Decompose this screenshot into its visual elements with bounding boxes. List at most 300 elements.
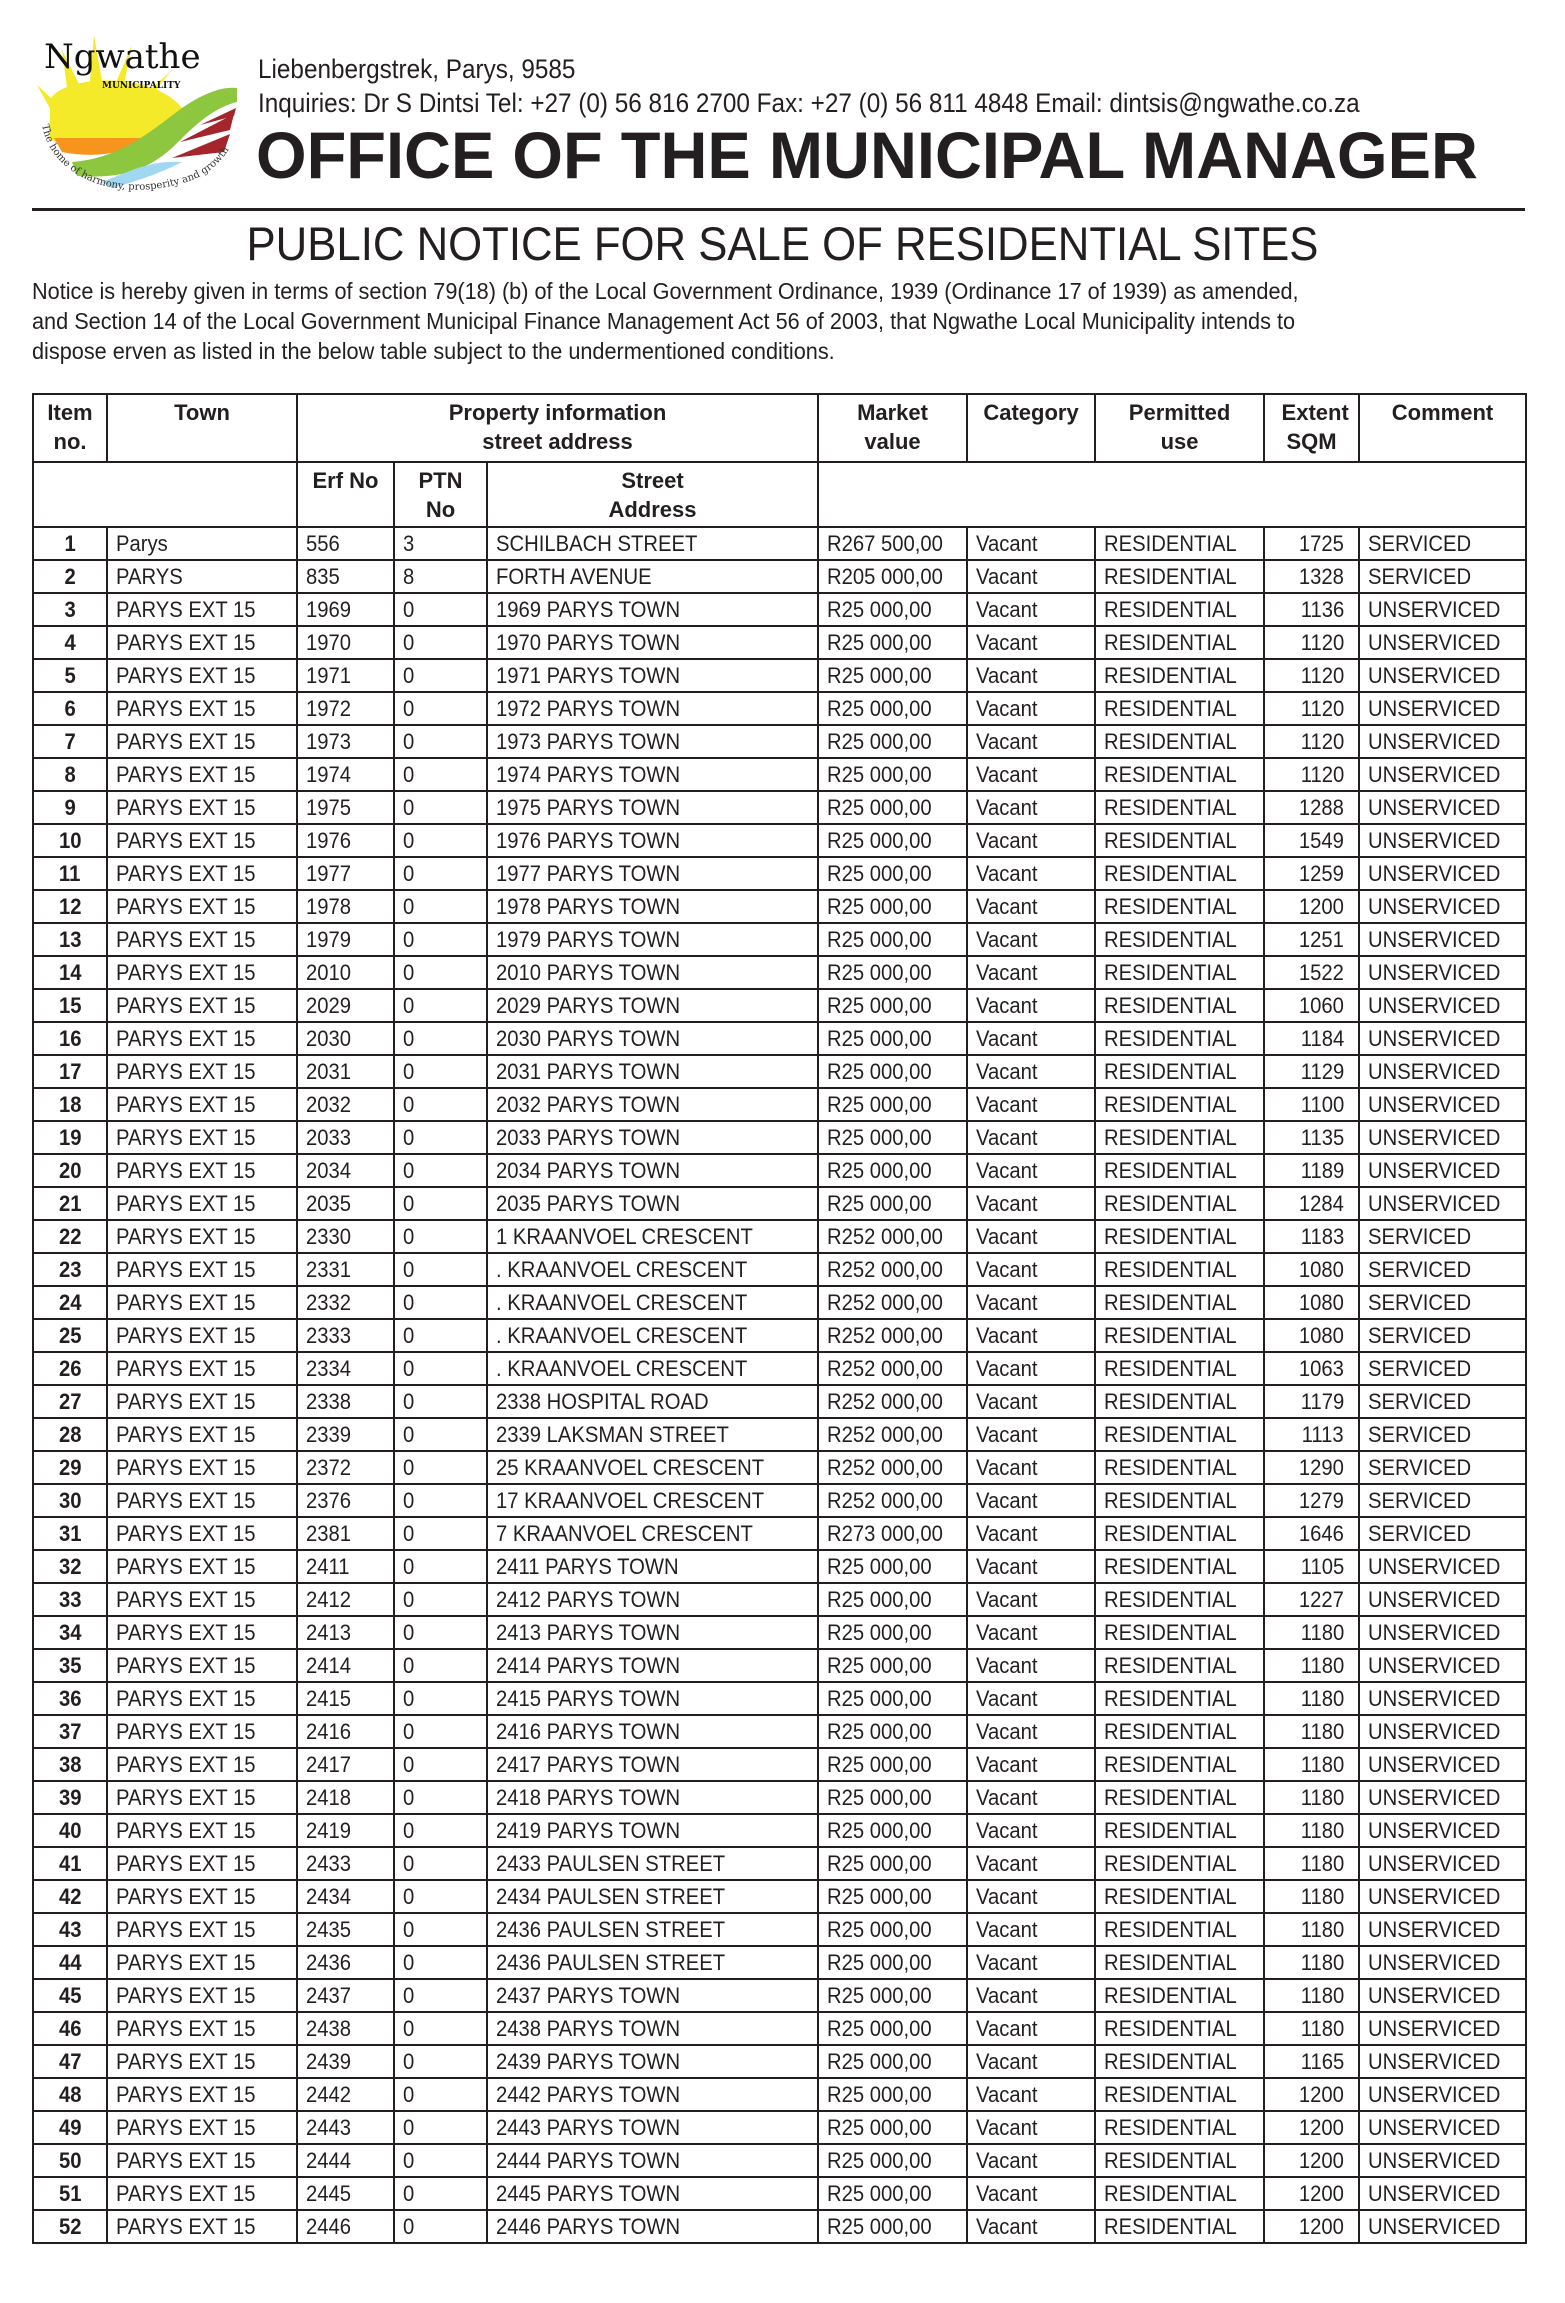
cell-erf-no <box>297 1847 394 1880</box>
table-row <box>33 560 1526 593</box>
cell-item-no <box>33 1022 107 1055</box>
table-row <box>33 923 1526 956</box>
cell-comment <box>1359 1913 1526 1946</box>
header-divider <box>32 208 1525 211</box>
category-value: Vacant <box>976 1422 1038 1447</box>
cell-permitted-use <box>1095 1616 1264 1649</box>
market-value-value: R25 000,00 <box>827 1587 932 1612</box>
extent-sqm-value: 1120 <box>1300 663 1345 688</box>
town-value: PARYS EXT 15 <box>116 1851 256 1876</box>
ptn-no-value: 0 <box>403 1818 415 1843</box>
cell-item-no <box>33 1220 107 1253</box>
extent-sqm-value: 1080 <box>1298 1257 1345 1282</box>
category-value: Vacant <box>976 1356 1038 1381</box>
cell-street-address <box>487 1451 818 1484</box>
permitted-use-value: RESIDENTIAL <box>1104 1983 1237 2008</box>
erf-no-value: 2331 <box>306 1257 352 1282</box>
town-value: PARYS EXT 15 <box>116 1455 256 1480</box>
cell-category <box>967 692 1095 725</box>
cell-extent-sqm <box>1264 1847 1359 1880</box>
table-row <box>33 1847 1526 1880</box>
category-value: Vacant <box>976 1224 1038 1249</box>
cell-street-address <box>487 2012 818 2045</box>
cell-comment <box>1359 989 1526 1022</box>
cell-town <box>107 1253 297 1286</box>
cell-erf-no <box>297 1946 394 1979</box>
cell-extent-sqm <box>1264 725 1359 758</box>
cell-item-no <box>33 1880 107 1913</box>
table-row <box>33 956 1526 989</box>
cell-ptn-no <box>394 1187 487 1220</box>
cell-permitted-use <box>1095 1319 1264 1352</box>
header-street-address: Street Address <box>487 462 818 527</box>
comment-value: UNSERVICED <box>1368 1059 1501 1084</box>
comment-value: SERVICED <box>1368 564 1472 589</box>
cell-extent-sqm <box>1264 560 1359 593</box>
cell-market-value <box>818 1715 967 1748</box>
table-row <box>33 1022 1526 1055</box>
erf-no-value: 1970 <box>306 630 352 655</box>
market-value-value: R25 000,00 <box>827 1092 932 1117</box>
permitted-use-value: RESIDENTIAL <box>1104 861 1237 886</box>
comment-value: UNSERVICED <box>1368 2181 1501 2206</box>
cell-permitted-use <box>1095 1583 1264 1616</box>
erf-no-value: 1975 <box>306 795 352 820</box>
cell-town <box>107 692 297 725</box>
table-row <box>33 1583 1526 1616</box>
erf-no-value: 2034 <box>306 1158 352 1183</box>
cell-category <box>967 1352 1095 1385</box>
erf-no-value: 2339 <box>306 1422 352 1447</box>
cell-ptn-no <box>394 2111 487 2144</box>
ngwathe-municipality-logo <box>32 30 242 202</box>
cell-category <box>967 560 1095 593</box>
cell-market-value <box>818 1682 967 1715</box>
cell-town <box>107 1880 297 1913</box>
cell-ptn-no <box>394 2078 487 2111</box>
item-no-value: 31 <box>58 1521 82 1546</box>
cell-erf-no <box>297 1253 394 1286</box>
ptn-no-value: 0 <box>403 960 415 985</box>
cell-erf-no <box>297 1649 394 1682</box>
permitted-use-value: RESIDENTIAL <box>1104 993 1237 1018</box>
extent-sqm-value: 1180 <box>1300 1752 1345 1777</box>
cell-ptn-no <box>394 1814 487 1847</box>
ptn-no-value: 0 <box>403 1455 415 1480</box>
market-value-value: R25 000,00 <box>827 1026 932 1051</box>
town-value: PARYS EXT 15 <box>116 1653 256 1678</box>
cell-ptn-no <box>394 1913 487 1946</box>
cell-category <box>967 659 1095 692</box>
cell-comment <box>1359 1880 1526 1913</box>
item-no-value: 8 <box>64 762 76 787</box>
cell-town <box>107 1220 297 1253</box>
ptn-no-value: 0 <box>403 1092 415 1117</box>
market-value-value: R273 000,00 <box>827 1521 943 1546</box>
extent-sqm-value: 1180 <box>1300 1653 1345 1678</box>
town-value: PARYS <box>116 564 183 589</box>
item-no-value: 48 <box>58 2082 82 2107</box>
cell-category <box>967 1616 1095 1649</box>
cell-street-address <box>487 1418 818 1451</box>
cell-town <box>107 1748 297 1781</box>
cell-comment <box>1359 725 1526 758</box>
town-value: PARYS EXT 15 <box>116 1158 256 1183</box>
item-no-value: 12 <box>58 894 82 919</box>
cell-town <box>107 758 297 791</box>
table-row <box>33 2078 1526 2111</box>
category-value: Vacant <box>976 1851 1038 1876</box>
extent-sqm-value: 1522 <box>1298 960 1345 985</box>
cell-street-address <box>487 1484 818 1517</box>
cell-erf-no <box>297 1748 394 1781</box>
permitted-use-value: RESIDENTIAL <box>1104 1653 1237 1678</box>
item-no-value: 7 <box>64 729 76 754</box>
street-address-value: 1974 PARYS TOWN <box>496 762 681 787</box>
erf-no-value: 2338 <box>306 1389 352 1414</box>
cell-town <box>107 1451 297 1484</box>
category-value: Vacant <box>976 2016 1038 2041</box>
cell-ptn-no <box>394 1847 487 1880</box>
cell-town <box>107 2111 297 2144</box>
category-value: Vacant <box>976 2181 1038 2206</box>
comment-value: SERVICED <box>1368 1455 1472 1480</box>
permitted-use-value: RESIDENTIAL <box>1104 1092 1237 1117</box>
category-value: Vacant <box>976 762 1038 787</box>
cell-street-address <box>487 1748 818 1781</box>
cell-comment <box>1359 1022 1526 1055</box>
permitted-use-value: RESIDENTIAL <box>1104 1389 1237 1414</box>
category-value: Vacant <box>976 1158 1038 1183</box>
ptn-no-value: 0 <box>403 2115 415 2140</box>
erf-no-value: 2446 <box>306 2214 352 2239</box>
street-address-value: 2415 PARYS TOWN <box>496 1686 681 1711</box>
permitted-use-value: RESIDENTIAL <box>1104 1818 1237 1843</box>
table-row <box>33 527 1526 560</box>
table-row <box>33 1781 1526 1814</box>
comment-value: UNSERVICED <box>1368 1554 1501 1579</box>
item-no-value: 27 <box>58 1389 82 1414</box>
street-address-value: 17 KRAANVOEL CRESCENT <box>496 1488 765 1513</box>
cell-erf-no <box>297 1715 394 1748</box>
cell-market-value <box>818 1781 967 1814</box>
cell-item-no <box>33 1121 107 1154</box>
cell-extent-sqm <box>1264 1286 1359 1319</box>
cell-town <box>107 659 297 692</box>
town-value: PARYS EXT 15 <box>116 2148 256 2173</box>
cell-market-value <box>818 659 967 692</box>
cell-street-address <box>487 1121 818 1154</box>
cell-street-address <box>487 1088 818 1121</box>
cell-ptn-no <box>394 1649 487 1682</box>
town-value: PARYS EXT 15 <box>116 1620 256 1645</box>
permitted-use-value: RESIDENTIAL <box>1104 1719 1237 1744</box>
cell-street-address <box>487 857 818 890</box>
cell-street-address <box>487 1385 818 1418</box>
erf-no-value: 2029 <box>306 993 352 1018</box>
extent-sqm-value: 1180 <box>1300 1818 1345 1843</box>
extent-sqm-value: 1251 <box>1298 927 1345 952</box>
cell-erf-no <box>297 791 394 824</box>
category-value: Vacant <box>976 564 1038 589</box>
cell-town <box>107 1781 297 1814</box>
extent-sqm-value: 1060 <box>1298 993 1345 1018</box>
permitted-use-value: RESIDENTIAL <box>1104 1488 1237 1513</box>
cell-town <box>107 1847 297 1880</box>
erf-no-value: 835 <box>306 564 340 589</box>
cell-extent-sqm <box>1264 1682 1359 1715</box>
item-no-value: 26 <box>58 1356 82 1381</box>
cell-ptn-no <box>394 2144 487 2177</box>
cell-erf-no <box>297 1220 394 1253</box>
cell-extent-sqm <box>1264 1484 1359 1517</box>
cell-permitted-use <box>1095 1220 1264 1253</box>
permitted-use-value: RESIDENTIAL <box>1104 1290 1237 1315</box>
cell-item-no <box>33 791 107 824</box>
notice-title: PUBLIC NOTICE FOR SALE OF RESIDENTIAL SITES <box>246 217 1319 270</box>
cell-street-address <box>487 593 818 626</box>
comment-value: SERVICED <box>1368 1356 1472 1381</box>
cell-extent-sqm <box>1264 1550 1359 1583</box>
street-address-value: 2417 PARYS TOWN <box>496 1752 681 1777</box>
cell-town <box>107 989 297 1022</box>
market-value-value: R25 000,00 <box>827 2115 932 2140</box>
market-value-value: R252 000,00 <box>827 1356 943 1381</box>
item-no-value: 25 <box>58 1323 82 1348</box>
erf-no-value: 2035 <box>306 1191 352 1216</box>
cell-extent-sqm <box>1264 1022 1359 1055</box>
market-value-value: R25 000,00 <box>827 2181 932 2206</box>
table-row <box>33 1616 1526 1649</box>
cell-ptn-no <box>394 890 487 923</box>
town-value: PARYS EXT 15 <box>116 960 256 985</box>
cell-item-no <box>33 1583 107 1616</box>
cell-permitted-use <box>1095 1286 1264 1319</box>
cell-category <box>967 2045 1095 2078</box>
table-row <box>33 1550 1526 1583</box>
cell-comment <box>1359 1583 1526 1616</box>
street-address-value: 1977 PARYS TOWN <box>496 861 681 886</box>
cell-ptn-no <box>394 692 487 725</box>
extent-sqm-value: 1183 <box>1300 1224 1345 1249</box>
cell-market-value <box>818 1220 967 1253</box>
cell-item-no <box>33 1484 107 1517</box>
cell-street-address <box>487 1946 818 1979</box>
cell-category <box>967 1451 1095 1484</box>
cell-permitted-use <box>1095 1121 1264 1154</box>
cell-extent-sqm <box>1264 1814 1359 1847</box>
header-blank-right <box>818 462 1526 527</box>
ptn-no-value: 3 <box>403 531 415 556</box>
extent-sqm-value: 1135 <box>1300 1125 1345 1150</box>
cell-extent-sqm <box>1264 527 1359 560</box>
comment-value: UNSERVICED <box>1368 630 1501 655</box>
town-value: PARYS EXT 15 <box>116 696 256 721</box>
cell-street-address <box>487 1616 818 1649</box>
cell-ptn-no <box>394 2177 487 2210</box>
comment-value: SERVICED <box>1368 1488 1472 1513</box>
cell-extent-sqm <box>1264 1715 1359 1748</box>
cell-extent-sqm <box>1264 989 1359 1022</box>
comment-value: UNSERVICED <box>1368 1851 1501 1876</box>
market-value-value: R25 000,00 <box>827 2016 932 2041</box>
cell-category <box>967 1385 1095 1418</box>
extent-sqm-value: 1180 <box>1300 2016 1345 2041</box>
item-no-value: 11 <box>59 861 81 886</box>
ptn-no-value: 0 <box>403 1785 415 1810</box>
permitted-use-value: RESIDENTIAL <box>1104 1950 1237 1975</box>
category-value: Vacant <box>976 1125 1038 1150</box>
cell-street-address <box>487 956 818 989</box>
cell-item-no <box>33 2177 107 2210</box>
cell-category <box>967 1781 1095 1814</box>
permitted-use-value: RESIDENTIAL <box>1104 696 1237 721</box>
extent-sqm-value: 1328 <box>1298 564 1345 589</box>
market-value-value: R25 000,00 <box>827 927 932 952</box>
ptn-no-value: 0 <box>403 861 415 886</box>
cell-street-address <box>487 758 818 791</box>
cell-extent-sqm <box>1264 824 1359 857</box>
cell-comment <box>1359 2111 1526 2144</box>
cell-market-value <box>818 1583 967 1616</box>
ptn-no-value: 0 <box>403 894 415 919</box>
cell-erf-no <box>297 1319 394 1352</box>
erf-no-value: 2438 <box>306 2016 352 2041</box>
town-value: PARYS EXT 15 <box>116 1290 256 1315</box>
town-value: PARYS EXT 15 <box>116 795 256 820</box>
cell-extent-sqm <box>1264 1880 1359 1913</box>
street-address-value: 2438 PARYS TOWN <box>496 2016 681 2041</box>
extent-sqm-value: 1646 <box>1298 1521 1345 1546</box>
street-address-value: 1978 PARYS TOWN <box>496 894 681 919</box>
cell-town <box>107 593 297 626</box>
extent-sqm-value: 1259 <box>1298 861 1345 886</box>
ptn-no-value: 0 <box>403 2214 415 2239</box>
cell-ptn-no <box>394 1253 487 1286</box>
cell-ptn-no <box>394 527 487 560</box>
market-value-value: R252 000,00 <box>827 1455 943 1480</box>
cell-item-no <box>33 989 107 1022</box>
table-row <box>33 1649 1526 1682</box>
cell-erf-no <box>297 1352 394 1385</box>
header-ptn-no: PTN No <box>394 462 487 527</box>
ptn-no-value: 8 <box>403 564 415 589</box>
category-value: Vacant <box>976 1587 1038 1612</box>
table-row <box>33 626 1526 659</box>
cell-comment <box>1359 2012 1526 2045</box>
extent-sqm-value: 1180 <box>1300 1983 1345 2008</box>
ptn-no-value: 0 <box>403 1257 415 1282</box>
ptn-no-value: 0 <box>403 1653 415 1678</box>
town-value: PARYS EXT 15 <box>116 1191 256 1216</box>
table-row <box>33 1715 1526 1748</box>
ptn-no-value: 0 <box>403 1191 415 1216</box>
market-value-value: R25 000,00 <box>827 696 932 721</box>
cell-extent-sqm <box>1264 1385 1359 1418</box>
ptn-no-value: 0 <box>403 762 415 787</box>
table-row <box>33 2111 1526 2144</box>
comment-value: UNSERVICED <box>1368 1917 1501 1942</box>
cell-extent-sqm <box>1264 2111 1359 2144</box>
cell-category <box>967 626 1095 659</box>
cell-ptn-no <box>394 1220 487 1253</box>
intro-line: Notice is hereby given in terms of section 79(18) (b) of the Local Government Ordinance, 1939 (Ordinance 17 of 1939) as amended, <box>32 278 1299 304</box>
table-row <box>33 1187 1526 1220</box>
erf-no-value: 1974 <box>306 762 352 787</box>
cell-ptn-no <box>394 1946 487 1979</box>
item-no-value: 1 <box>64 531 76 556</box>
cell-market-value <box>818 1154 967 1187</box>
table-row <box>33 2045 1526 2078</box>
cell-comment <box>1359 1418 1526 1451</box>
cell-permitted-use <box>1095 956 1264 989</box>
cell-comment <box>1359 1649 1526 1682</box>
erf-no-value: 2332 <box>306 1290 352 1315</box>
extent-sqm-value: 1725 <box>1298 531 1345 556</box>
permitted-use-value: RESIDENTIAL <box>1104 828 1237 853</box>
extent-sqm-value: 1120 <box>1300 696 1345 721</box>
category-value: Vacant <box>976 2115 1038 2140</box>
cell-street-address <box>487 824 818 857</box>
cell-comment <box>1359 1484 1526 1517</box>
cell-permitted-use <box>1095 824 1264 857</box>
comment-value: UNSERVICED <box>1368 993 1501 1018</box>
market-value-value: R252 000,00 <box>827 1422 943 1447</box>
street-address-value: 2443 PARYS TOWN <box>496 2115 681 2140</box>
cell-town <box>107 1550 297 1583</box>
market-value-value: R252 000,00 <box>827 1323 943 1348</box>
market-value-value: R25 000,00 <box>827 2082 932 2107</box>
extent-sqm-value: 1180 <box>1300 1719 1345 1744</box>
comment-value: SERVICED <box>1368 1224 1472 1249</box>
cell-comment <box>1359 1682 1526 1715</box>
cell-erf-no <box>297 923 394 956</box>
cell-permitted-use <box>1095 1418 1264 1451</box>
cell-street-address <box>487 1286 818 1319</box>
market-value-value: R252 000,00 <box>827 1488 943 1513</box>
cell-comment <box>1359 626 1526 659</box>
comment-value: UNSERVICED <box>1368 1158 1501 1183</box>
category-value: Vacant <box>976 795 1038 820</box>
cell-item-no <box>33 2111 107 2144</box>
cell-market-value <box>818 1418 967 1451</box>
cell-permitted-use <box>1095 923 1264 956</box>
cell-category <box>967 1979 1095 2012</box>
permitted-use-value: RESIDENTIAL <box>1104 1257 1237 1282</box>
cell-category <box>967 923 1095 956</box>
cell-street-address <box>487 1913 818 1946</box>
erf-no-value: 2444 <box>306 2148 352 2173</box>
street-address-value: 2413 PARYS TOWN <box>496 1620 681 1645</box>
cell-extent-sqm <box>1264 1451 1359 1484</box>
cell-town <box>107 2078 297 2111</box>
header-item-no: Item no. <box>33 394 107 462</box>
comment-value: UNSERVICED <box>1368 2016 1501 2041</box>
permitted-use-value: RESIDENTIAL <box>1104 1785 1237 1810</box>
cell-market-value <box>818 2111 967 2144</box>
cell-market-value <box>818 2045 967 2078</box>
town-value: PARYS EXT 15 <box>116 1125 256 1150</box>
erf-no-value: 1977 <box>306 861 352 886</box>
cell-extent-sqm <box>1264 1088 1359 1121</box>
table-row <box>33 1814 1526 1847</box>
cell-extent-sqm <box>1264 1946 1359 1979</box>
permitted-use-value: RESIDENTIAL <box>1104 1323 1237 1348</box>
category-value: Vacant <box>976 894 1038 919</box>
cell-permitted-use <box>1095 626 1264 659</box>
extent-sqm-value: 1180 <box>1300 1950 1345 1975</box>
cell-town <box>107 725 297 758</box>
